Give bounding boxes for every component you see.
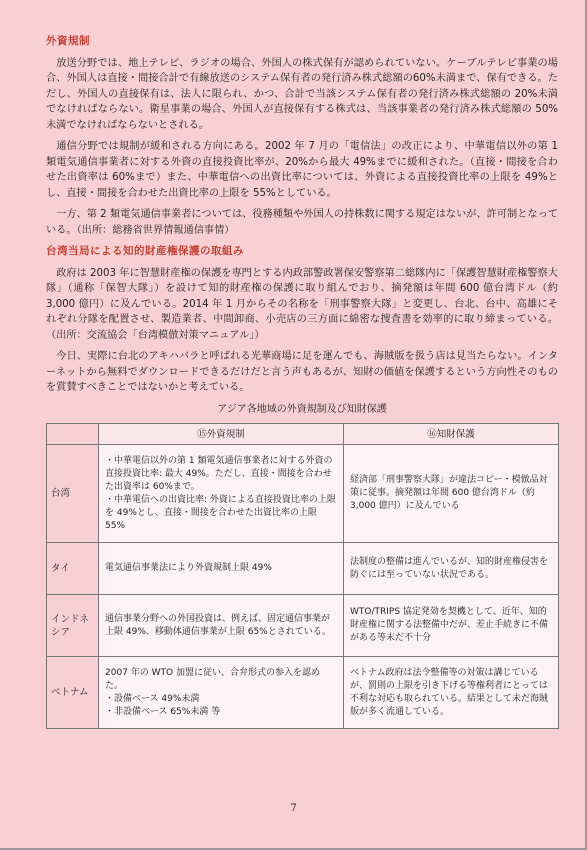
cell-ip-vietnam: ベトナム政府は法令整備等の対策は講じているが、罰則の上限を引き下げる等権利者にとっては不利な対応も取られている。結果として未だ海賊版が多く流通している。 [344,657,559,729]
page-number: 7 [290,803,297,814]
cell-line: ・非設備ベース 65%未満 等 [105,706,221,717]
paragraph-type2-telecom: 一方、第 2 類電気通信事業者については、役務種類や外国人の持株数に関する規定はないが、許可制となっている。（出所：総務省世界情報通信事情） [46,209,558,236]
table-row [47,657,559,729]
regulation-table [46,423,559,729]
cell-ip-taiwan: 経済部「刑事警察大隊」が違法コピー・模倣品対策に従事。摘発額は年間 600 億台湾ドル（約 3,000 億円）に及んでいる [344,445,559,543]
page-content [46,34,558,729]
cell-line: ・設備ベース 49%未満 [105,693,200,704]
row-header-taiwan: 台湾 [47,445,99,543]
paragraph-ip-police: 政府は 2003 年に智慧財産権の保護を専門とする内政部警政署保安警察第二総隊内に「保護智慧財産権警察大隊」（通称「保智大隊」）を設けて知的財産権の保護に取り組んでおり、摘発額は年間 600 億台湾ドル（約 3,000 億円）に及んでいる。2014 年 1 月からその名称を「刑事警察大隊」と変更し、台北、台中、高雄にそれぞれ分隊を配置させ、製造業者、中間卸商、小売店の三方面に綿密な捜査書を効率的に取り締まっている。（出所：交流協会「台湾模倣対策マニュアル」） [46,267,558,341]
section-heading-ip-protection: 台湾当局による知的財産権保護の取組み [46,245,244,257]
cell-line: 2007 年の WTO 加盟に従い、合弁形式の参入を認めた。 [105,667,320,691]
table-row [47,543,559,595]
row-header-vietnam: ベトナム [47,657,99,729]
cell-foreign-vietnam [99,657,344,729]
cell-line: 通信事業分野への外国投資は、例えば、固定通信事業が上限 49%、移動体通信事業が上限 65%とされている。 [105,613,331,637]
table-row [47,445,559,543]
table-title: アジア各地域の外資規制及び知財保護 [217,403,387,415]
cell-line: ・中華電信への出資比率: 外資による直接投資比率の上限を 49%とし、直接・間接を合わせた出資比率の上限 55% [105,494,336,531]
cell-foreign-thailand [99,543,344,595]
cell-ip-indonesia: WTO/TRIPS 協定発効を契機として、近年、知的財産権に関する法整備中だが、差止手続きに不備がある等未だ不十分 [344,595,559,657]
paragraph-akihabara: 今日、実際に台北のアキハバラと呼ばれる光華商場に足を運んでも、海賊版を扱う店は見当たらない。インターネットから無料でダウンロードできるだけだと言う声もあるが、知財の価値を保護するという方向性そのものを賞賛すべきことではないかと考えている。 [46,351,558,393]
cell-line: ・中華電信以外の第 1 類電気通信事業者に対する外資の直接投資比率: 最大 49%。ただし、直接・間接を合わせた出資率は 60%まで。 [105,455,333,492]
section-heading-foreign-regulation: 外資規制 [46,35,90,47]
row-header-thailand: タイ [47,543,99,595]
cell-foreign-taiwan [99,445,344,543]
paragraph-telecom: 通信分野では規制が緩和される方向にある。2002 年 7 月の「電信法」の改正により、中華電信以外の第 1 類電気通信事業者に対する外資の直接投資比率が、20%から最大 49%までに緩和された。（直接・間接を合わせた出資率は 60%まで）また、中華電信への出資比率については、外資による直接投資比率の上限を 49%とし、直接・間接を合わせた出資比率の上限を 55%としている。 [46,141,558,199]
cell-line: 電気通信事業法により外資規制上限 49% [105,563,272,573]
cell-foreign-indonesia [99,595,344,657]
row-header-indonesia: インドネシア [47,595,99,657]
column-header-foreign-regulation: ⑮外資規制 [99,424,344,445]
column-header-ip-protection: ⑯知財保護 [344,424,559,445]
table-corner-cell [47,424,99,445]
table-header-row [47,424,559,445]
table-row [47,595,559,657]
paragraph-broadcasting: 放送分野では、地上テレビ、ラジオの場合、外国人の株式保有が認められていない。ケーブルテレビ事業の場合、外国人は直接・間接合計で有線放送のシステム保有者の発行済み株式総額の60%未満まで、保有できる。ただし、外国人の直接保有は、法人に限られ、かつ、合計で当該システム保有者の発行済み株式総額の 20%未満でなければならない。衛星事業の場合、外国人が直接保有する株式は、当該事業者の発行済み株式総額の 50%未満でなければならないとされる。 [46,57,558,131]
cell-ip-thailand: 法制度の整備は進んでいるが、知的財産権侵害を防ぐには至っていない状況である。 [344,543,559,595]
